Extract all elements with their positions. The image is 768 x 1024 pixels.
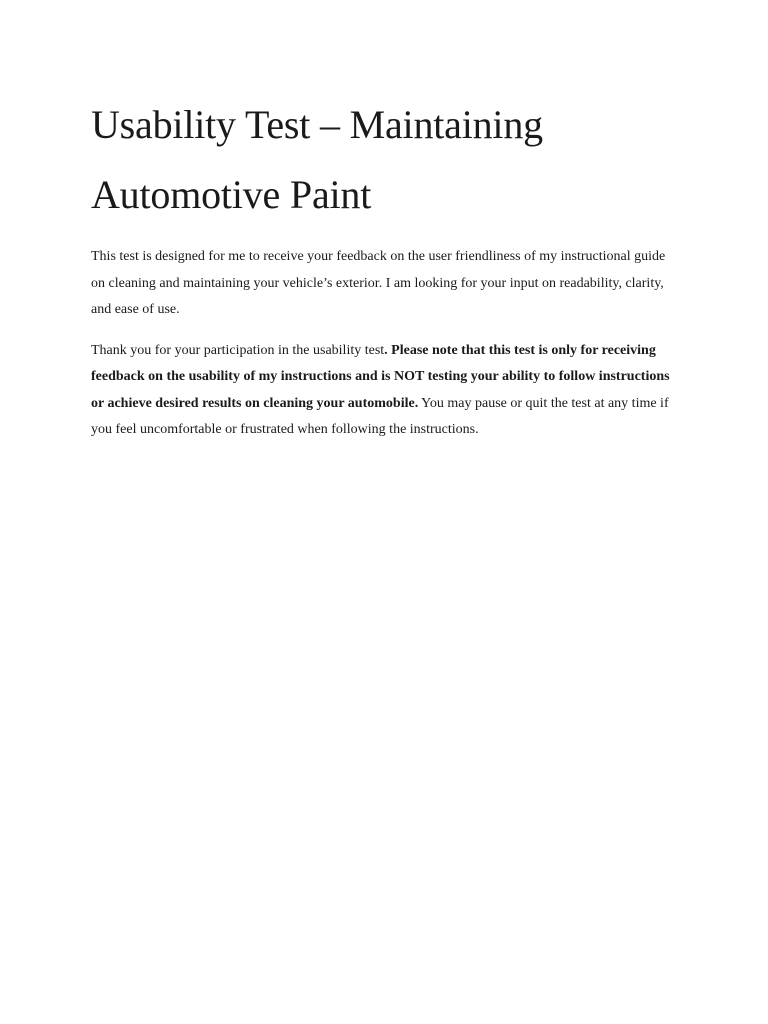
document-content <box>91 90 681 444</box>
note-intro-text: Thank you for your participation in the usability test <box>91 342 385 358</box>
note-paragraph <box>91 338 681 444</box>
note-closing-text: You may pause or quit the test at any time if you feel uncomfortable or frustrated when following the instructions. <box>91 395 669 437</box>
note-bold-text: . Please note that this test is only for receiving feedback on the usability of my instructions and is NOT testing your ability to follow instructions or achieve desired results on cleaning your automobile. <box>91 342 670 411</box>
intro-paragraph: This test is designed for me to receive your feedback on the user friendliness of my instructional guide on cleaning and maintaining your vehicle’s exterior. I am looking for your input on readability, clarity, and ease of use. <box>91 249 666 317</box>
page-title: Usability Test – Maintaining Automotive Paint <box>91 102 543 217</box>
